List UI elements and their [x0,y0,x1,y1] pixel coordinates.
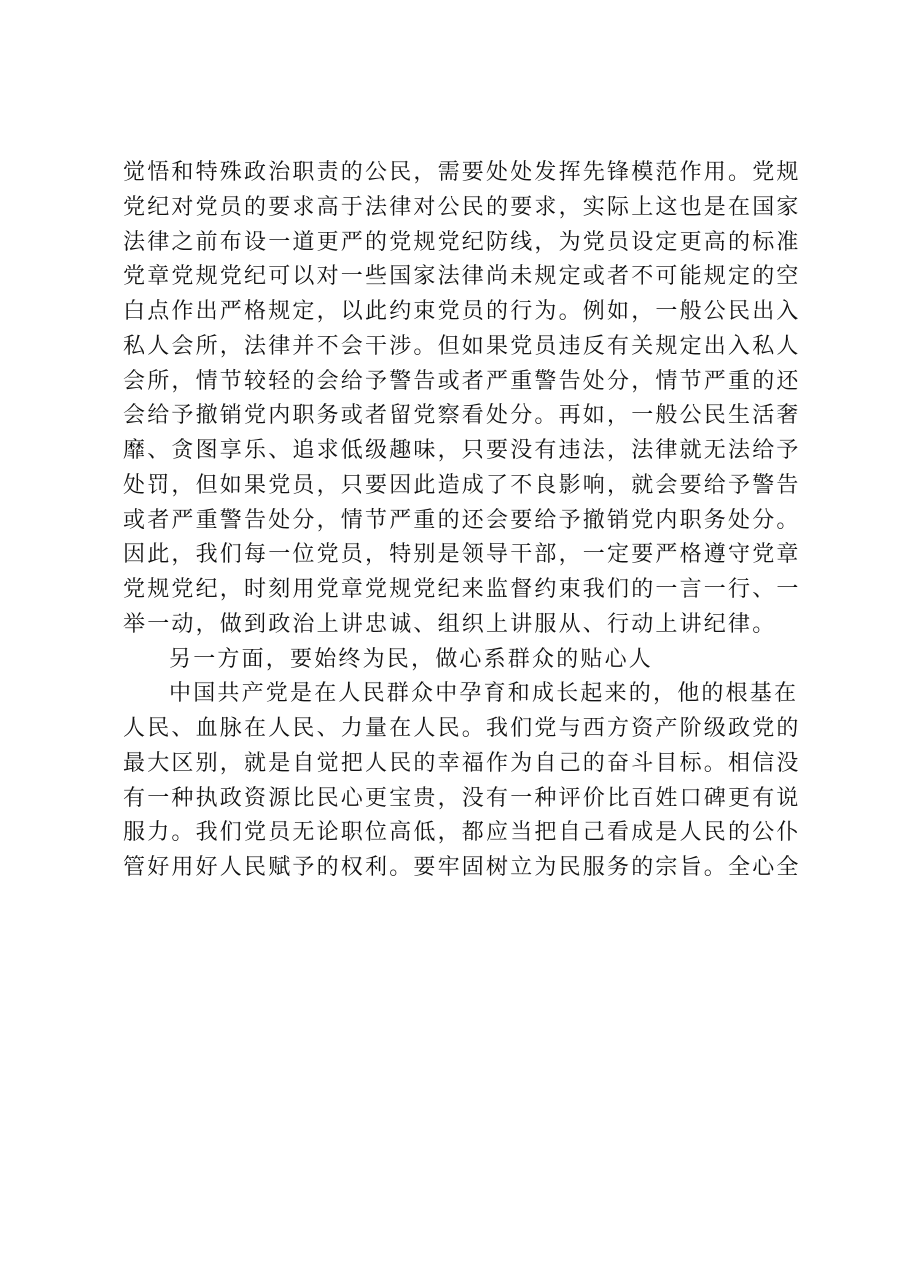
text-line: 党规党纪，时刻用党章党规党纪来监督约束我们的一言一行、一 [123,577,801,602]
text-line: 服力。我们党员无论职位高低，都应当把自己看成是人民的公仆 [123,820,801,846]
text-line: 或者严重警告处分，情节严重的还会要给予撤销党内职务处分。 [123,507,801,533]
text-line: 党纪对党员的要求高于法律对公民的要求，实际上这也是在国家 [123,194,801,220]
text-line: 靡、贪图享乐、追求低级趣味，只要没有违法，法律就无法给予 [123,438,801,463]
text-line: 处罚，但如果党员，只要因此造成了不良影响，就会要给予警告 [123,472,801,498]
text-line: 会所，情节较轻的会给予警告或者严重警告处分，情节严重的还 [123,368,801,394]
text-line: 管好用好人民赋予的权利。要牢固树立为民服务的宗旨。全心全 [123,855,801,880]
section-heading: 另一方面，要始终为民，做心系群众的贴心人 [169,646,654,672]
text-line: 因此，我们每一位党员，特别是领导干部，一定要严格遵守党章 [123,542,801,568]
text-line: 有一种执政资源比民心更宝贵，没有一种评价比百姓口碑更有说 [123,785,801,811]
text-line: 觉悟和特殊政治职责的公民，需要处处发挥先锋模范作用。党规 [123,160,801,185]
text-line: 白点作出严格规定，以此约束党员的行为。例如，一般公民出入 [123,299,801,324]
body-text [123,156,813,886]
text-line: 举一动，做到政治上讲忠诚、组织上讲服从、行动上讲纪律。 [123,611,777,637]
text-line: 法律之前布设一道更严的党规党纪防线，为党员设定更高的标准 [123,229,801,255]
text-line: 人民、血脉在人民、力量在人民。我们党与西方资产阶级政党的 [123,716,801,741]
text-line: 党章党规党纪可以对一些国家法律尚未规定或者不可能规定的空 [123,264,801,290]
text-line: 最大区别，就是自觉把人民的幸福作为自己的奋斗目标。相信没 [123,750,801,776]
text-line: 中国共产党是在人民群众中孕育和成长起来的，他的根基在 [169,681,799,707]
text-line: 私人会所，法律并不会干涉。但如果党员违反有关规定出入私人 [123,333,801,359]
text-line: 会给予撤销党内职务或者留党察看处分。再如，一般公民生活奢 [123,403,801,429]
